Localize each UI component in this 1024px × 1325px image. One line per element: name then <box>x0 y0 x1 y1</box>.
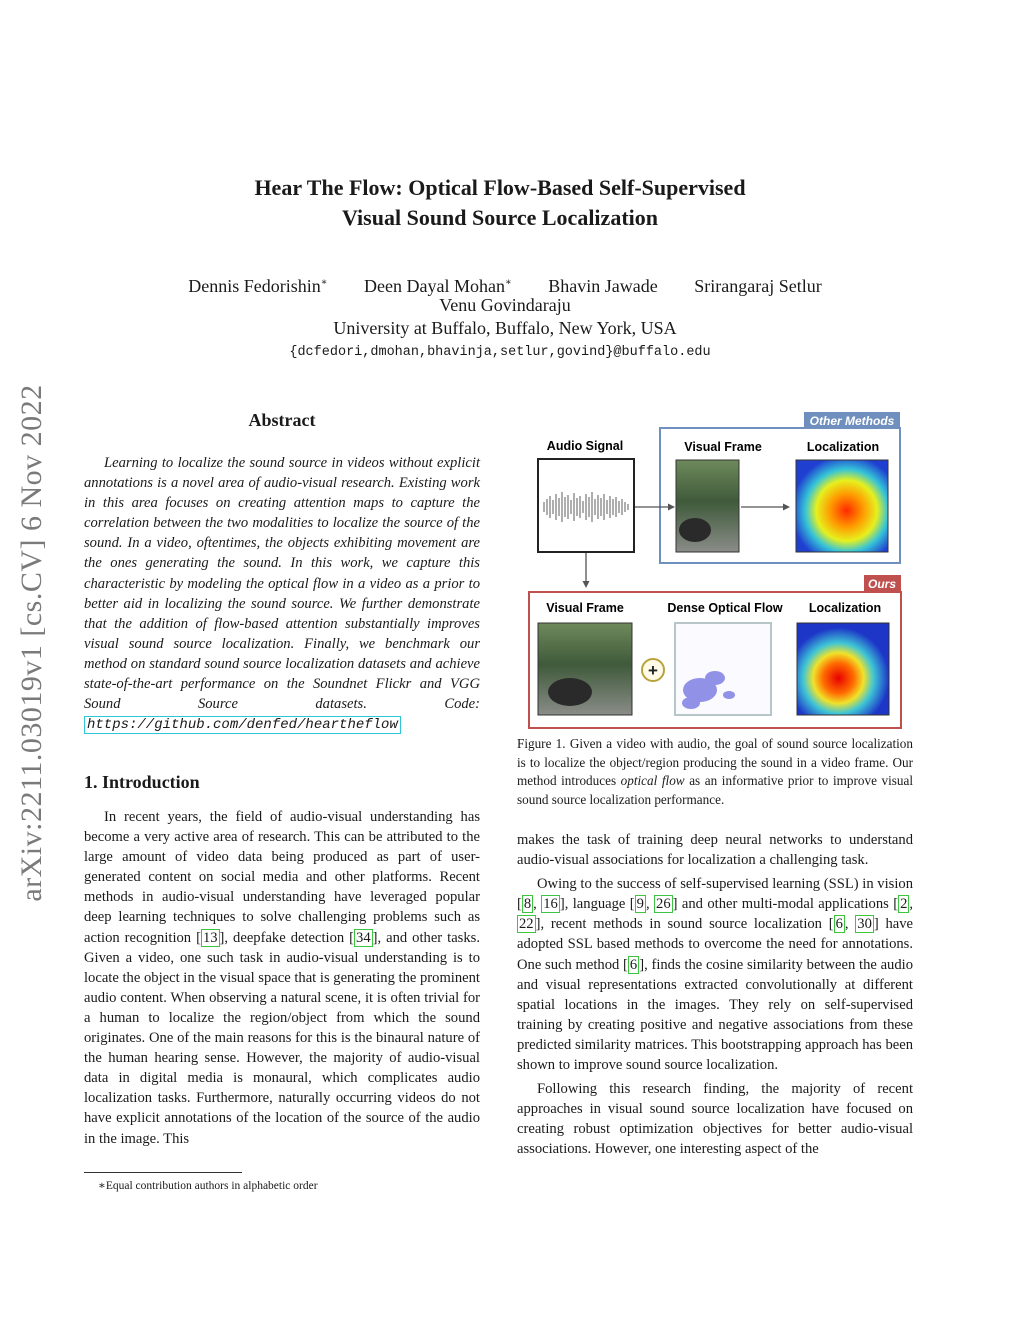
citation-link[interactable]: 6 <box>835 916 843 933</box>
affiliation: University at Buffalo, Buffalo, New York, USA <box>333 318 677 338</box>
localization-top-label: Localization <box>806 440 880 454</box>
visual-frame-bottom-label: Visual Frame <box>546 601 624 615</box>
right-column-body <box>517 830 913 1160</box>
title-line-1: Hear The Flow: Optical Flow-Based Self-Supervised <box>254 175 746 200</box>
citation-link[interactable]: 22 <box>519 916 534 933</box>
dense-flow-label: Dense Optical Flow <box>667 601 783 615</box>
citation-link[interactable]: 26 <box>656 896 671 913</box>
plus-sign: + <box>648 661 658 680</box>
abstract-body <box>84 453 480 735</box>
car-shape <box>548 678 592 706</box>
citation-link[interactable]: 34 <box>356 929 371 946</box>
ours-tag: Ours <box>867 577 897 591</box>
citation-link[interactable]: 2 <box>900 896 908 913</box>
arrow-head <box>668 504 675 511</box>
code-link[interactable]: https://github.com/denfed/heartheflow <box>84 716 401 734</box>
citation-link[interactable]: 30 <box>857 916 872 933</box>
footnote-rule <box>84 1172 242 1173</box>
localization-bottom-heatmap <box>797 623 889 715</box>
paragraph-continuation: makes the task of training deep neural networks to understand audio-visual associations for localization a challenging task. <box>517 832 913 869</box>
author-1: Dennis Fedorishin∗ <box>188 276 328 296</box>
footnote: ∗Equal contribution authors in alphabetic order <box>98 1180 318 1192</box>
paragraph-following: Following this research finding, the majority of recent approaches in visual sound source localization have focused on creating robust optimization objectives for better audio-visual associations. However, one interesting aspect of the <box>517 1081 913 1158</box>
figure-1 <box>515 410 915 730</box>
citation-link[interactable]: 9 <box>636 896 644 913</box>
citation-link[interactable]: 6 <box>629 956 638 973</box>
arrow-head <box>783 504 790 511</box>
citation-link[interactable]: 8 <box>523 896 532 913</box>
citation-link[interactable]: 13 <box>202 929 218 946</box>
localization-bottom-label: Localization <box>808 601 882 615</box>
author-2: Deen Dayal Mohan∗ <box>364 276 512 296</box>
localization-top-heatmap <box>796 460 888 552</box>
abstract-text: Learning to localize the sound source in videos without explicit annotations is a novel area of audio-visual research. Existing work in this area focuses on creating attention maps to capture the correlation between the two modalities to localize the source of the sound. In a video, oftentimes, the objects exhibiting movement are the ones generating the sound. In this work, we capture this characteristic by modeling the optical flow in a video as a prior to better aid in localizing the sound source. We further demonstrate that the addition of flow-based attention substantially improves visual sound source localization. Finally, we benchmark our method on standard sound source localization datasets and achieve state-of-the-art performance on the Soundnet Flickr and VGG Sound Source datasets. Code: <box>84 455 480 713</box>
visual-frame-top-label: Visual Frame <box>684 440 762 454</box>
title-line-2: Visual Sound Source Localization <box>341 205 658 230</box>
author-4: Srirangaraj Setlur <box>694 276 822 296</box>
other-methods-tag: Other Methods <box>809 414 895 428</box>
audio-signal-label: Audio Signal <box>546 439 624 453</box>
introduction-body: In recent years, the field of audio-visual understanding has become a very active area of research. This can be attributed to the large amount of video data being produced as part of user-generated content on social media and other platforms. Recent methods in audio-visual understanding have leveraged popular deep learning techniques to solve challenging problems such as action recognition [ 13 ], deepfake detection [ 34 ], and other tasks. Given a video, one such task in audio-visual understanding is to locate the object in the visual space that is generating the prominent audio content. When observing a natural scene, it is often trivial for a human to localize the region/object from which the sound originates. One of the main reasons for this is the binaural nature of the human hearing sense. However, the majority of audio-visual data in digital media is monaural, which complicates audio localization tasks. Furthermore, naturally occurring videos do not have explicit annotations of the location of the source of the audio in the image. This <box>84 809 480 1147</box>
paragraph-ssl: Owing to the success of self-supervised learning (SSL) in vision [ 8 , 16 ], language [ 9 , 26 ] and other multi-modal applications [ 2 , 22 ], recent methods in sound source localization [ 6 , 30 ] have adopted SSL based methods to overcome the need for annotations. One such method [ 6 ], finds the cosine similarity between the audio and visual representations extracted convolutionally at different spatial locations in the images. They rely on self-supervised training by creating positive and negative associations from these predicted similarity matrices. This bootstrapping approach has been shown to improve sound source localization. <box>517 876 914 1074</box>
abstract-heading: Abstract <box>248 410 316 430</box>
car-shape <box>679 518 711 542</box>
figure-graphic <box>515 410 915 730</box>
arxiv-identifier: arXiv:2211.03019v1 [cs.CV] 6 Nov 2022 <box>15 384 48 902</box>
paper-title <box>150 173 850 233</box>
arrow-head <box>583 581 590 588</box>
author-5: Venu Govindaraju <box>439 295 571 315</box>
author-3: Bhavin Jawade <box>548 276 658 296</box>
author-emails: {dcfedori,dmohan,bhavinja,setlur,govind}@buffalo.edu <box>289 345 711 360</box>
figure-caption: Figure 1. Given a video with audio, the goal of sound source localization is to localize the object/region producing the sound in a video frame. Our method introduces optical flow as an informative prior to improve visual sound source localization performance. <box>517 736 914 807</box>
citation-link[interactable]: 16 <box>543 896 558 913</box>
introduction-heading: 1. Introduction <box>84 772 200 792</box>
